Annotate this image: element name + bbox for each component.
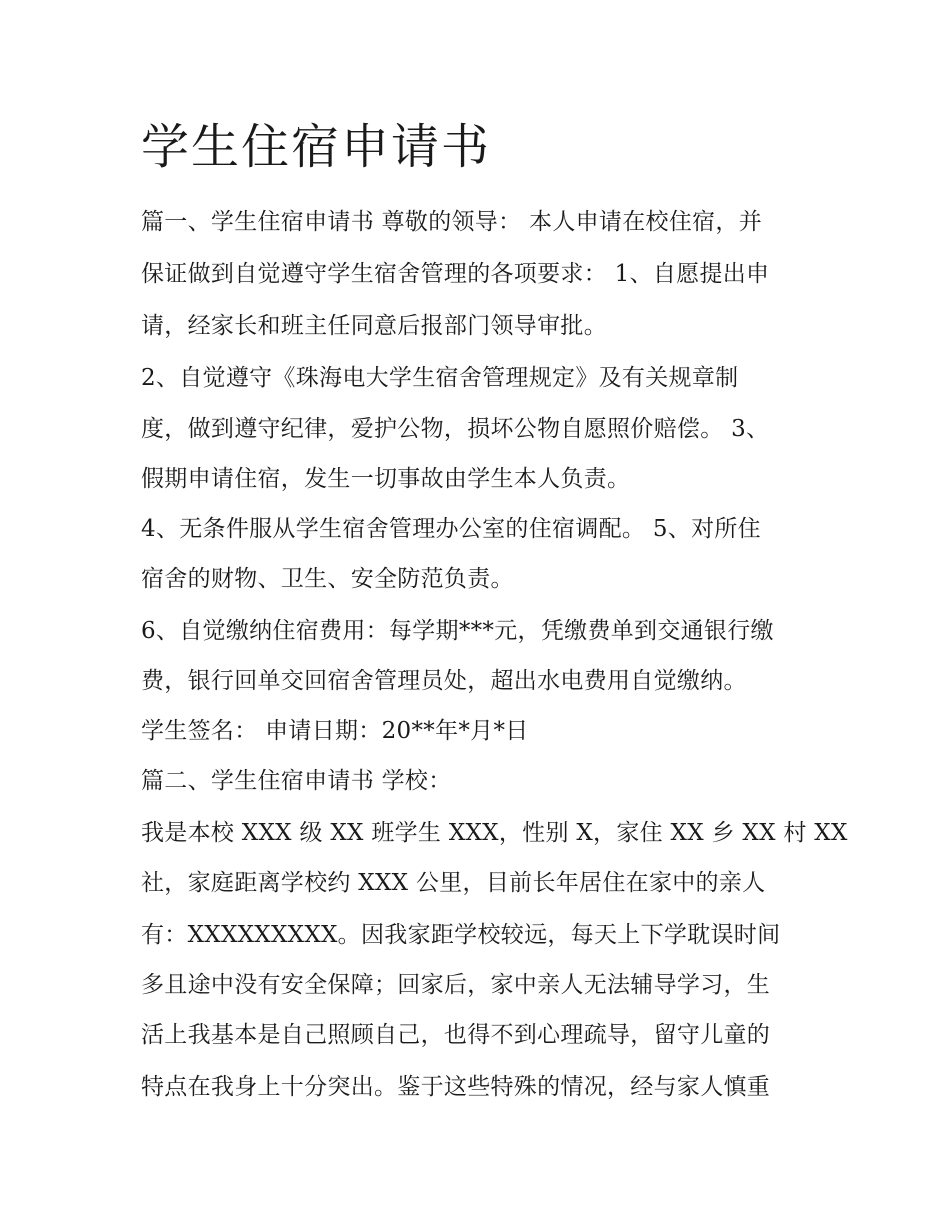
body-line: 保证做到自觉遵守学生宿舍管理的各项要求： 1、自愿提出申 <box>141 261 770 287</box>
document-title: 学生住宿申请书 <box>141 119 492 175</box>
signature-line: 学生签名： 申请日期：20**年*月*日 <box>141 718 529 744</box>
body-line: 请，经家长和班主任同意后报部门领导审批。 <box>141 313 607 339</box>
body-line: 篇一、学生住宿申请书 尊敬的领导： 本人申请在校住宿，并 <box>141 209 763 235</box>
body-line: 多且途中没有安全保障；回家后，家中亲人无法辅导学习，生 <box>141 972 771 998</box>
body-line: 4、无条件服从学生宿舍管理办公室的住宿调配。 5、对所住 <box>141 516 761 542</box>
body-line: 有：XXXXXXXXX。因我家距学校较远，每天上下学耽误时间 <box>141 922 781 948</box>
body-line: 度，做到遵守纪律，爱护公物，损坏公物自愿照价赔偿。 3、 <box>141 416 770 442</box>
section-heading: 篇二、学生住宿申请书 学校： <box>141 768 452 794</box>
body-line: 社，家庭距离学校约 XXX 公里，目前长年居住在家中的亲人 <box>141 870 766 896</box>
body-line: 2、自觉遵守《珠海电大学生宿舍管理规定》及有关规章制 <box>141 365 739 391</box>
body-line: 费，银行回单交回宿舍管理员处，超出水电费用自觉缴纳。 <box>141 668 747 694</box>
body-line: 特点在我身上十分突出。鉴于这些特殊的情况，经与家人慎重 <box>141 1074 771 1100</box>
body-line: 我是本校 XXX 级 XX 班学生 XXX，性别 X，家住 XX 乡 XX 村 XX <box>141 820 848 846</box>
body-line: 6、自觉缴纳住宿费用：每学期***元，凭缴费单到交通银行缴 <box>141 618 774 644</box>
body-line: 活上我基本是自己照顾自己，也得不到心理疏导，留守儿童的 <box>141 1022 771 1048</box>
body-line: 宿舍的财物、卫生、安全防范负责。 <box>141 566 514 592</box>
body-line: 假期申请住宿，发生一切事故由学生本人负责。 <box>141 466 631 492</box>
